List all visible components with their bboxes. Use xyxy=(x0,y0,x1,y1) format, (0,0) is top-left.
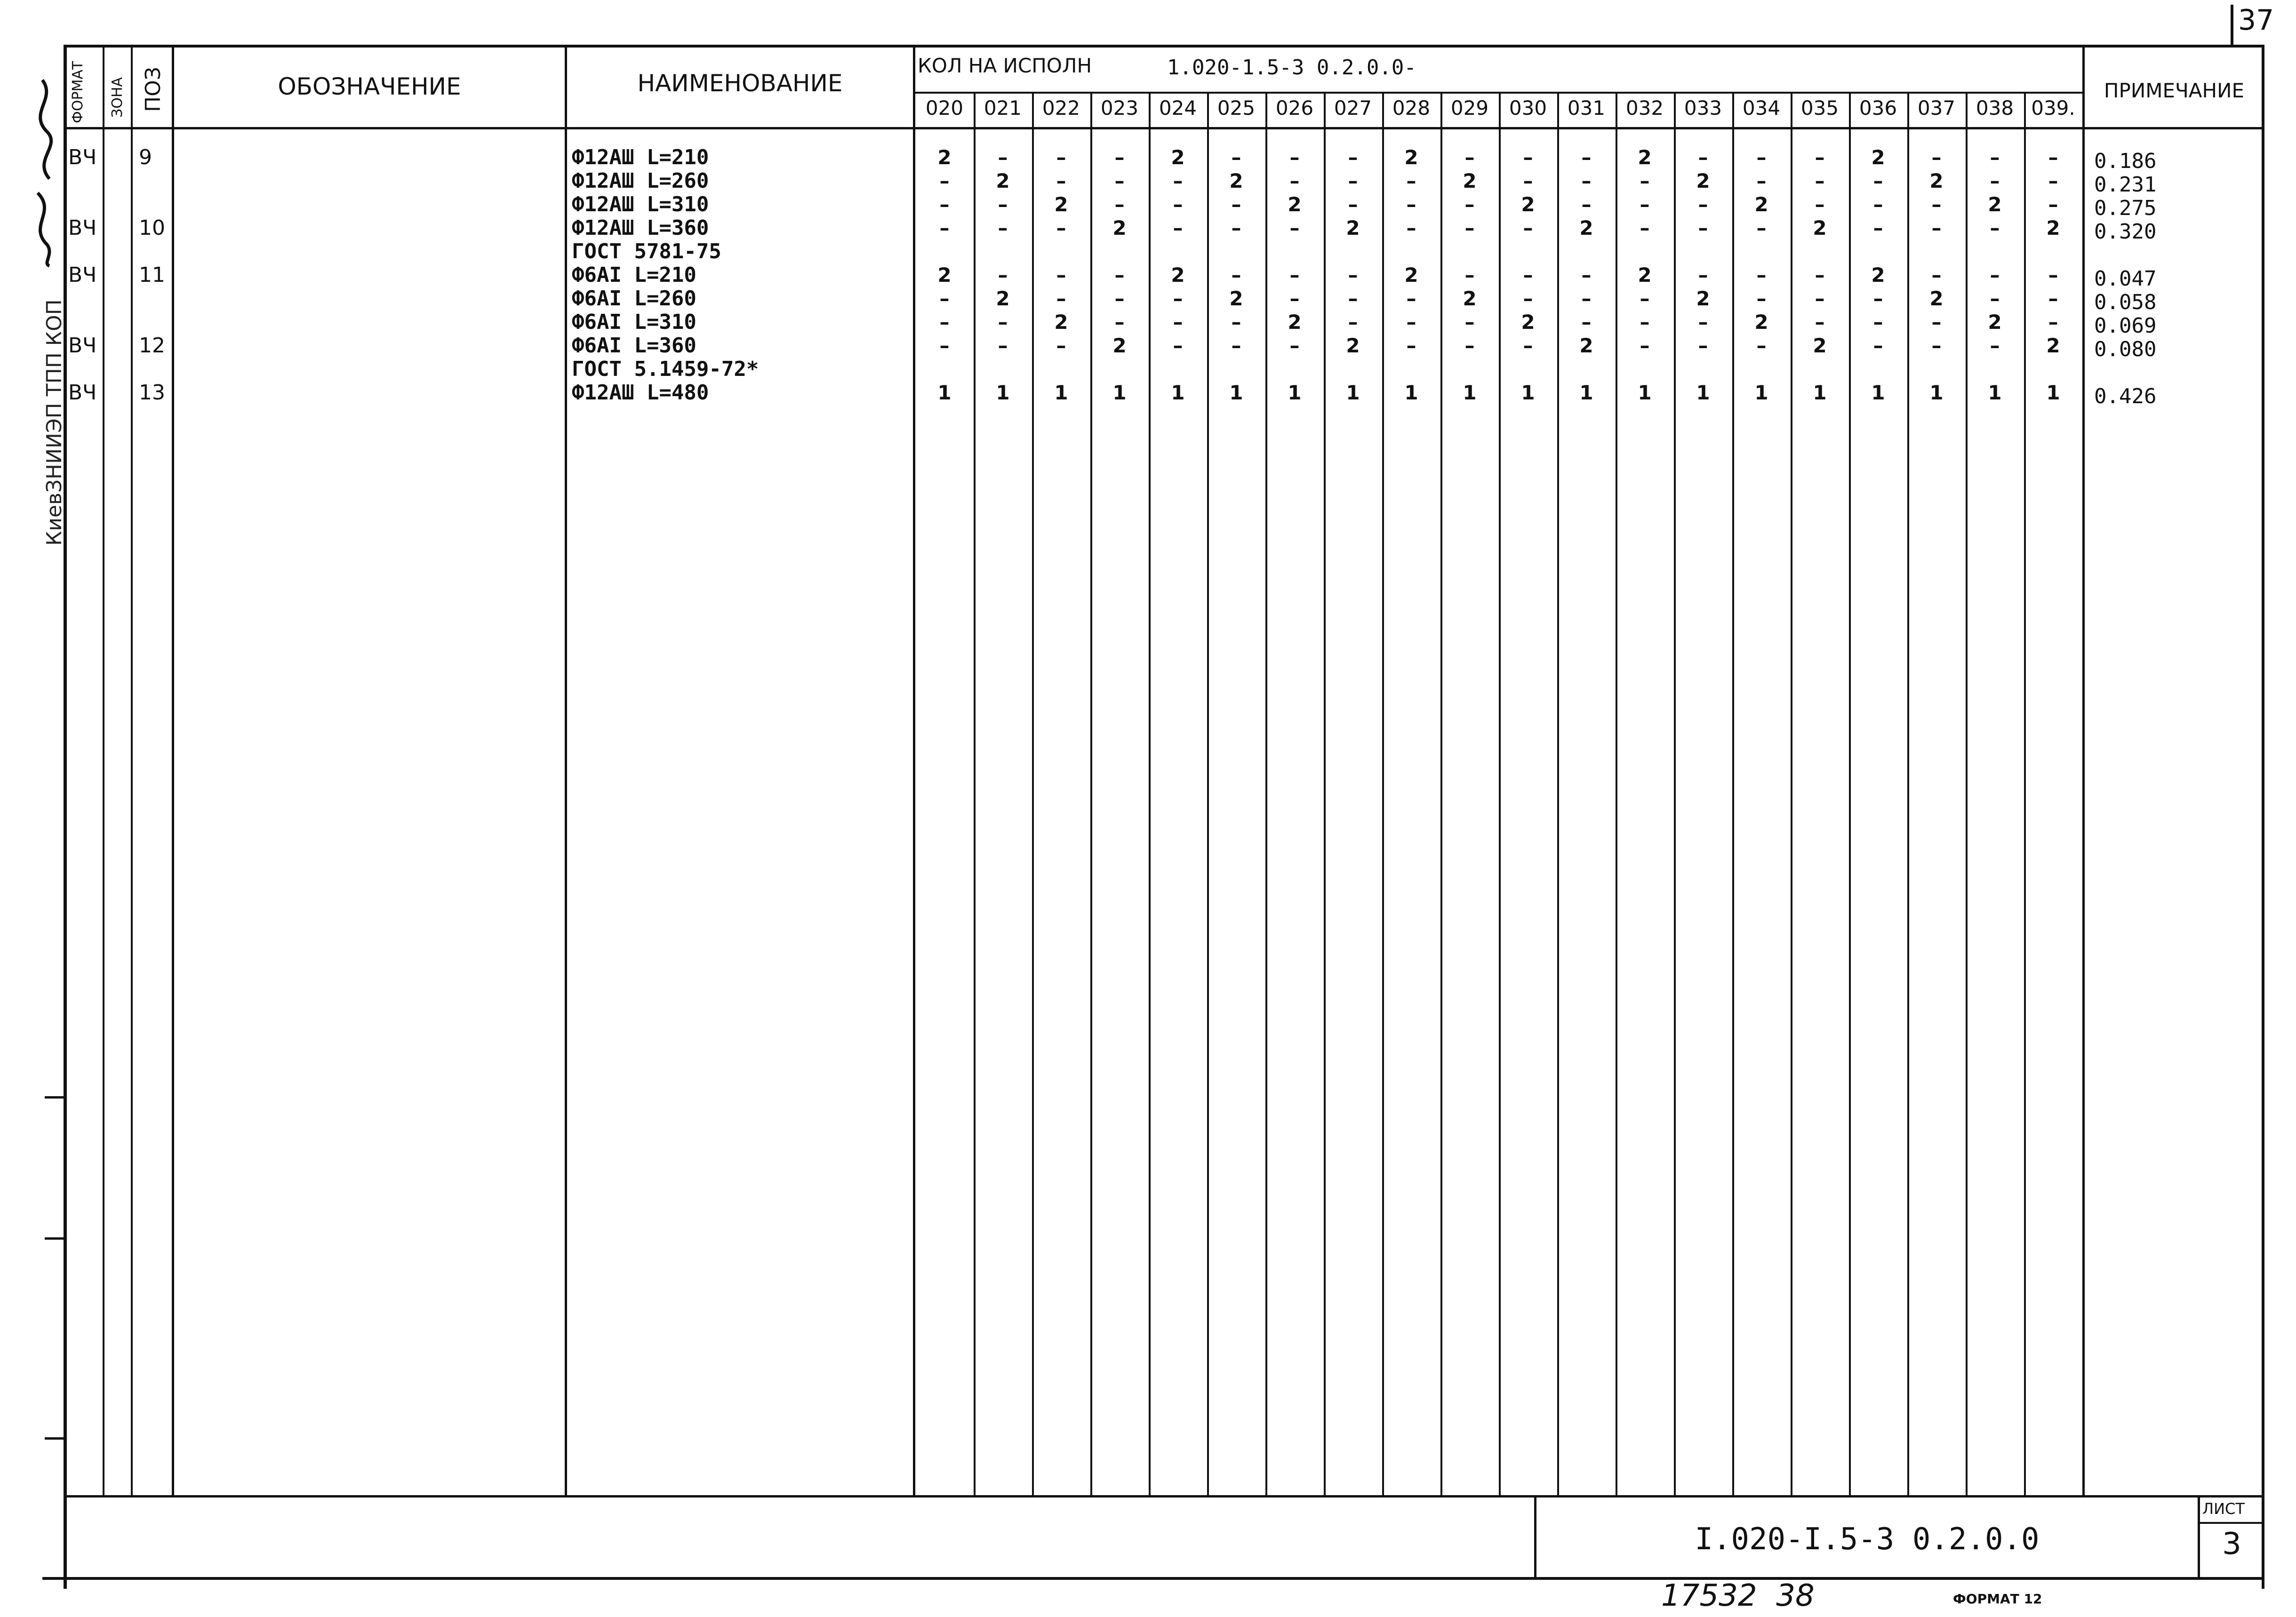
variant-header: 037 xyxy=(1917,96,1956,119)
qty-cell: – xyxy=(1873,311,1883,334)
qty-cell: – xyxy=(1581,311,1592,334)
qty-cell: – xyxy=(939,287,950,310)
qty-cell: 1 xyxy=(2046,381,2060,404)
qty-cell: – xyxy=(1931,216,1942,239)
variant-header: 039. xyxy=(2031,96,2075,119)
row-format: ВЧ xyxy=(68,216,97,240)
qty-cell: – xyxy=(1289,169,1300,192)
qty-cell: 2 xyxy=(996,169,1010,192)
qty-cell: 2 xyxy=(1171,146,1185,169)
variant-header: 026 xyxy=(1275,96,1314,119)
qty-cell: 2 xyxy=(1871,263,1885,287)
qty-cell: 2 xyxy=(1754,311,1768,334)
qty-cell: 2 xyxy=(937,263,952,287)
qty-cell: – xyxy=(1990,263,2000,287)
qty-cell: – xyxy=(1056,146,1066,169)
qty-cell: – xyxy=(1698,311,1708,334)
doc-code: I.020-I.5-3 0.2.0.0 xyxy=(1695,1522,2040,1557)
frame-top xyxy=(64,45,2264,48)
qty-cell: – xyxy=(939,169,950,192)
variant-header: 034 xyxy=(1742,96,1781,119)
variant-header: 020 xyxy=(925,96,964,119)
row-name: Ф12АШ L=480 xyxy=(572,381,709,405)
qty-cell: 1 xyxy=(996,381,1010,404)
qty-cell: – xyxy=(1056,216,1066,239)
qty-cell: – xyxy=(2048,287,2058,310)
qty-cell: – xyxy=(1581,263,1592,287)
header-format: ФОРМАТ xyxy=(70,61,86,123)
qty-cell: 1 xyxy=(1463,381,1477,404)
qty-cell: – xyxy=(1756,169,1767,192)
qty-cell: 1 xyxy=(1054,381,1068,404)
qty-cell: – xyxy=(1640,334,1650,357)
footer-format: ФОРМАТ 12 xyxy=(1953,1591,2042,1607)
qty-cell: 2 xyxy=(1696,169,1710,192)
sheet-number: 3 xyxy=(2222,1527,2241,1561)
qty-cell: – xyxy=(1173,169,1183,192)
side-stamp: КиевЗНИИЭП ТПП КОП xyxy=(42,299,66,546)
qty-cell: 2 xyxy=(1871,146,1885,169)
header-note: ПРИМЕЧАНИЕ xyxy=(2104,79,2245,102)
variant-header: 036 xyxy=(1859,96,1897,119)
variant-header: 027 xyxy=(1334,96,1372,119)
qty-cell: – xyxy=(1348,193,1358,216)
row-name: Ф12АШ L=210 xyxy=(572,145,709,169)
variant-header: 032 xyxy=(1625,96,1664,119)
row-name: Ф12АШ L=310 xyxy=(572,192,709,216)
row-name: ГОСТ 5781-75 xyxy=(572,239,721,263)
qty-cell: – xyxy=(1348,146,1358,169)
variant-header: 030 xyxy=(1509,96,1547,119)
qty-cell: – xyxy=(1114,287,1125,310)
qty-cell: 2 xyxy=(1288,311,1302,334)
header-variant-code: 1.020-1.5-3 0.2.0.0- xyxy=(1167,56,1416,80)
qty-cell: 2 xyxy=(1463,287,1477,310)
qty-cell: 1 xyxy=(1521,381,1535,404)
frame-right xyxy=(2262,45,2264,1589)
qty-cell: 2 xyxy=(1346,334,1360,357)
qty-cell: – xyxy=(1406,311,1416,334)
qty-cell: – xyxy=(1931,193,1942,216)
qty-cell: – xyxy=(1114,193,1125,216)
qty-cell: 2 xyxy=(1754,193,1768,216)
qty-cell: 1 xyxy=(1229,381,1243,404)
qty-cell: – xyxy=(1990,146,2000,169)
row-name: Ф6АI L=310 xyxy=(572,310,696,334)
qty-cell: – xyxy=(2048,193,2058,216)
qty-cell: – xyxy=(1231,193,1241,216)
qty-cell: – xyxy=(1815,263,1825,287)
qty-cell: – xyxy=(1289,216,1300,239)
qty-cell: 2 xyxy=(1112,334,1127,357)
row-name: Ф12АШ L=260 xyxy=(572,169,709,193)
qty-cell: 2 xyxy=(1404,263,1418,287)
qty-cell: – xyxy=(1698,334,1708,357)
qty-cell: 2 xyxy=(1638,263,1652,287)
qty-cell: 2 xyxy=(1054,193,1068,216)
qty-cell: – xyxy=(1756,263,1767,287)
qty-cell: – xyxy=(1464,263,1475,287)
row-note: 0.231 xyxy=(2094,173,2157,197)
qty-cell: – xyxy=(1173,287,1183,310)
qty-cell: 2 xyxy=(1463,169,1477,192)
qty-cell: – xyxy=(1640,216,1650,239)
row-note: 0.320 xyxy=(2094,220,2157,244)
qty-cell: – xyxy=(1931,334,1942,357)
qty-cell: – xyxy=(2048,263,2058,287)
header-designation: ОБОЗНАЧЕНИЕ xyxy=(278,73,461,100)
qty-cell: – xyxy=(1348,169,1358,192)
qty-cell: 2 xyxy=(1521,311,1535,334)
variant-header: 023 xyxy=(1100,96,1139,119)
row-format: ВЧ xyxy=(68,334,97,358)
variant-header: 021 xyxy=(984,96,1022,119)
qty-cell: 2 xyxy=(1929,287,1944,310)
page-number: 37 xyxy=(2238,4,2274,37)
qty-cell: – xyxy=(1406,216,1416,239)
qty-cell: – xyxy=(1464,146,1475,169)
row-poz: 10 xyxy=(139,216,165,240)
qty-cell: – xyxy=(1815,169,1825,192)
qty-cell: – xyxy=(1698,216,1708,239)
qty-cell: – xyxy=(1640,287,1650,310)
qty-cell: – xyxy=(998,193,1008,216)
qty-cell: – xyxy=(1581,169,1592,192)
row-poz: 12 xyxy=(139,334,165,358)
row-note: 0.047 xyxy=(2094,267,2157,291)
qty-cell: – xyxy=(1523,287,1533,310)
row-poz: 13 xyxy=(139,381,165,405)
row-format: ВЧ xyxy=(68,263,97,287)
variant-header: 029 xyxy=(1450,96,1489,119)
qty-cell: 2 xyxy=(2046,216,2060,239)
header-zona: ЗОНА xyxy=(109,77,126,118)
qty-cell: – xyxy=(1114,311,1125,334)
qty-cell: 1 xyxy=(1171,381,1185,404)
qty-cell: 1 xyxy=(1696,381,1710,404)
qty-cell: 2 xyxy=(1638,146,1652,169)
qty-cell: – xyxy=(1873,169,1883,192)
qty-cell: 2 xyxy=(1813,334,1827,357)
qty-cell: – xyxy=(1231,311,1241,334)
qty-cell: – xyxy=(1698,193,1708,216)
qty-cell: 2 xyxy=(1346,216,1360,239)
qty-cell: 2 xyxy=(1054,311,1068,334)
qty-cell: 2 xyxy=(2046,334,2060,357)
qty-cell: – xyxy=(998,334,1008,357)
frame-left xyxy=(64,45,67,1589)
row-note: 0.275 xyxy=(2094,196,2157,220)
qty-cell: – xyxy=(1056,263,1066,287)
qty-cell: – xyxy=(1289,146,1300,169)
qty-cell: – xyxy=(1114,146,1125,169)
qty-cell: – xyxy=(1173,311,1183,334)
qty-cell: – xyxy=(939,193,950,216)
qty-cell: – xyxy=(939,334,950,357)
qty-cell: 2 xyxy=(1171,263,1185,287)
qty-cell: 2 xyxy=(1579,216,1593,239)
qty-cell: 1 xyxy=(1638,381,1652,404)
qty-cell: 1 xyxy=(1754,381,1768,404)
qty-cell: 2 xyxy=(1579,334,1593,357)
variant-header: 028 xyxy=(1392,96,1431,119)
qty-cell: – xyxy=(1348,311,1358,334)
variant-header: 035 xyxy=(1800,96,1839,119)
row-format: ВЧ xyxy=(68,381,97,405)
qty-cell: 2 xyxy=(1988,193,2002,216)
qty-cell: – xyxy=(1815,193,1825,216)
qty-cell: – xyxy=(1640,311,1650,334)
qty-cell: – xyxy=(1990,169,2000,192)
row-note: 0.426 xyxy=(2094,384,2157,408)
qty-cell: – xyxy=(1348,287,1358,310)
qty-cell: – xyxy=(1231,334,1241,357)
qty-cell: – xyxy=(1056,334,1066,357)
header-poz: ПОЗ xyxy=(141,67,165,112)
qty-cell: 1 xyxy=(1813,381,1827,404)
qty-cell: – xyxy=(2048,311,2058,334)
variant-header: 024 xyxy=(1159,96,1197,119)
qty-cell: 2 xyxy=(1813,216,1827,239)
qty-cell: 1 xyxy=(1929,381,1944,404)
qty-cell: 1 xyxy=(1112,381,1127,404)
qty-cell: – xyxy=(1990,216,2000,239)
row-name: Ф6АI L=260 xyxy=(572,287,696,311)
row-note: 0.186 xyxy=(2094,149,2157,173)
qty-cell: 1 xyxy=(1579,381,1593,404)
qty-cell: – xyxy=(998,311,1008,334)
footer-handwritten: 17532 38 xyxy=(1661,1578,1815,1613)
qty-cell: – xyxy=(1464,216,1475,239)
qty-cell: – xyxy=(1289,287,1300,310)
sheet-label: ЛИСТ xyxy=(2202,1500,2245,1518)
qty-cell: 1 xyxy=(1346,381,1360,404)
qty-cell: – xyxy=(2048,146,2058,169)
qty-cell: – xyxy=(1873,287,1883,310)
qty-cell: 2 xyxy=(1988,311,2002,334)
qty-cell: – xyxy=(1815,311,1825,334)
qty-cell: 1 xyxy=(1871,381,1885,404)
row-poz: 9 xyxy=(139,145,152,169)
qty-cell: – xyxy=(1873,334,1883,357)
qty-cell: – xyxy=(1756,216,1767,239)
qty-cell: 2 xyxy=(1112,216,1127,239)
qty-cell: – xyxy=(1348,263,1358,287)
qty-cell: – xyxy=(1756,146,1767,169)
qty-cell: – xyxy=(1990,287,2000,310)
qty-cell: – xyxy=(1406,334,1416,357)
row-note: 0.058 xyxy=(2094,290,2157,314)
qty-cell: – xyxy=(1581,193,1592,216)
qty-cell: – xyxy=(1873,216,1883,239)
variant-header: 025 xyxy=(1217,96,1256,119)
qty-cell: – xyxy=(1523,216,1533,239)
variant-header: 031 xyxy=(1567,96,1606,119)
qty-cell: – xyxy=(998,263,1008,287)
qty-cell: – xyxy=(1815,287,1825,310)
variant-header: 033 xyxy=(1684,96,1722,119)
row-name: Ф6АI L=210 xyxy=(572,263,696,287)
qty-cell: 2 xyxy=(1696,287,1710,310)
qty-cell: – xyxy=(1173,334,1183,357)
qty-cell: – xyxy=(1523,334,1533,357)
qty-cell: – xyxy=(1756,334,1767,357)
qty-cell: – xyxy=(998,216,1008,239)
frame-bottom xyxy=(42,1577,2264,1580)
qty-cell: 1 xyxy=(937,381,952,404)
qty-cell: – xyxy=(939,216,950,239)
qty-cell: – xyxy=(1990,334,2000,357)
qty-cell: – xyxy=(1756,287,1767,310)
qty-cell: – xyxy=(939,311,950,334)
qty-cell: 1 xyxy=(1404,381,1418,404)
qty-cell: – xyxy=(1581,146,1592,169)
qty-cell: 1 xyxy=(1288,381,1302,404)
qty-cell: – xyxy=(1523,146,1533,169)
row-note: 0.069 xyxy=(2094,314,2157,338)
row-format: ВЧ xyxy=(68,145,97,169)
qty-cell: – xyxy=(1056,169,1066,192)
row-name: Ф6АI L=360 xyxy=(572,334,696,358)
qty-cell: – xyxy=(1464,193,1475,216)
qty-cell: – xyxy=(1406,169,1416,192)
qty-cell: – xyxy=(1698,263,1708,287)
variant-header: 038 xyxy=(1976,96,2014,119)
qty-cell: – xyxy=(1931,146,1942,169)
qty-cell: – xyxy=(1931,311,1942,334)
row-note: 0.080 xyxy=(2094,337,2157,361)
qty-cell: – xyxy=(2048,169,2058,192)
qty-cell: – xyxy=(1406,193,1416,216)
header-name: НАИМЕНОВАНИЕ xyxy=(637,70,843,97)
qty-cell: – xyxy=(1464,311,1475,334)
qty-cell: – xyxy=(1231,216,1241,239)
qty-cell: – xyxy=(1931,263,1942,287)
qty-cell: – xyxy=(1640,193,1650,216)
variant-header: 022 xyxy=(1042,96,1080,119)
qty-cell: 2 xyxy=(1288,193,1302,216)
header-qty-label: КОЛ НА ИСПОЛН xyxy=(918,54,1092,77)
qty-cell: – xyxy=(1464,334,1475,357)
qty-cell: 2 xyxy=(1404,146,1418,169)
qty-cell: – xyxy=(1698,146,1708,169)
qty-cell: – xyxy=(1173,216,1183,239)
qty-cell: 2 xyxy=(1929,169,1944,192)
signature-scribble xyxy=(24,71,66,268)
qty-cell: – xyxy=(1289,263,1300,287)
qty-cell: 2 xyxy=(1229,287,1243,310)
qty-cell: 1 xyxy=(1988,381,2002,404)
qty-cell: – xyxy=(1581,287,1592,310)
qty-cell: – xyxy=(1289,334,1300,357)
qty-cell: – xyxy=(1523,263,1533,287)
qty-cell: – xyxy=(998,146,1008,169)
qty-cell: – xyxy=(1873,193,1883,216)
qty-cell: 2 xyxy=(1521,193,1535,216)
qty-cell: – xyxy=(1114,169,1125,192)
qty-cell: – xyxy=(1406,287,1416,310)
qty-cell: – xyxy=(1640,169,1650,192)
qty-cell: – xyxy=(1231,263,1241,287)
qty-cell: 2 xyxy=(937,146,952,169)
row-name: ГОСТ 5.1459-72* xyxy=(572,357,759,381)
qty-cell: 2 xyxy=(996,287,1010,310)
qty-cell: – xyxy=(1114,263,1125,287)
qty-cell: – xyxy=(1815,146,1825,169)
qty-cell: 2 xyxy=(1229,169,1243,192)
row-name: Ф12АШ L=360 xyxy=(572,216,709,240)
qty-cell: – xyxy=(1523,169,1533,192)
qty-cell: – xyxy=(1173,193,1183,216)
qty-cell: – xyxy=(1056,287,1066,310)
row-poz: 11 xyxy=(139,263,165,287)
qty-cell: – xyxy=(1231,146,1241,169)
